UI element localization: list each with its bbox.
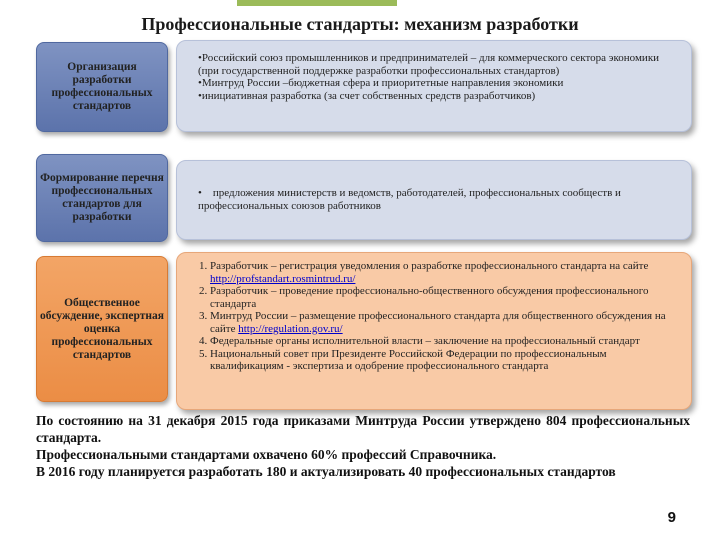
row1-item: •Минтруд России –бюджетная сфера и приоритетные направления экономики xyxy=(198,77,564,89)
summary-text xyxy=(36,412,690,480)
step-item: 1. Разработчик – регистрация уведомления о разработке профессионального стандарта на сайте http://profstandart.rosmintrud.ru/ xyxy=(210,260,674,285)
step-item: 2. Разработчик – проведение профессионально-общественного обсуждения профессионального стандарта xyxy=(210,285,674,310)
summary-line: Профессиональными стандартами охвачено 60% профессий Справочника. xyxy=(36,447,497,462)
row2-label-box xyxy=(36,154,168,242)
row2-text xyxy=(198,187,668,212)
process-steps xyxy=(186,260,674,373)
summary-line: По состоянию на 31 декабря 2015 года приказами Минтруда России утверждено 804 профессиональных стандарта. xyxy=(36,413,690,445)
step-item: 4. Федеральные органы исполнительной власти – заключение на профессиональный стандарт xyxy=(210,335,674,348)
row1-item: •Российский союз промышленников и предпринимателей – для коммерческого сектора экономики (при государственной поддержке разработки профессиональных стандартов) xyxy=(198,52,660,77)
row1-label-box xyxy=(36,42,168,132)
bullet: • xyxy=(198,187,202,199)
page-title: Профессиональные стандарты: механизм разработки xyxy=(141,14,579,34)
step-item: 5. Национальный совет при Президенте Российской Федерации по профессиональным квалификациям - экспертиза и одобрение профессионального стандарта xyxy=(210,348,674,373)
page-number: 9 xyxy=(667,509,676,526)
row3-label: Общественное обсуждение, экспертная оценка профессиональных стандартов xyxy=(39,296,165,361)
row3-text xyxy=(186,260,674,373)
summary-line: В 2016 году планируется разработать 180 и актуализировать 40 профессиональных стандартов xyxy=(36,464,616,479)
row1-text xyxy=(198,52,678,102)
row2-label: Формирование перечня профессиональных стандартов для разработки xyxy=(40,172,164,223)
row3-label-box xyxy=(36,256,168,402)
row1-item: •инициативная разработка (за счет собственных средств разработчиков) xyxy=(198,89,536,102)
row1-label: Организация разработки профессиональных стандартов xyxy=(51,61,153,112)
profstandart-link[interactable]: http://profstandart.rosmintrud.ru/ xyxy=(210,272,356,285)
top-accent-bar xyxy=(237,0,397,6)
regulation-link[interactable]: http://regulation.gov.ru/ xyxy=(238,322,343,335)
row2-item: • предложения министерств и ведомств, работодателей, профессиональных сообществ и профессиональных союзов работников xyxy=(198,187,621,212)
step-item: 3. Минтруд России – размещение профессионального стандарта для общественного обсуждения на сайте http://regulation.gov.ru/ xyxy=(210,310,674,335)
